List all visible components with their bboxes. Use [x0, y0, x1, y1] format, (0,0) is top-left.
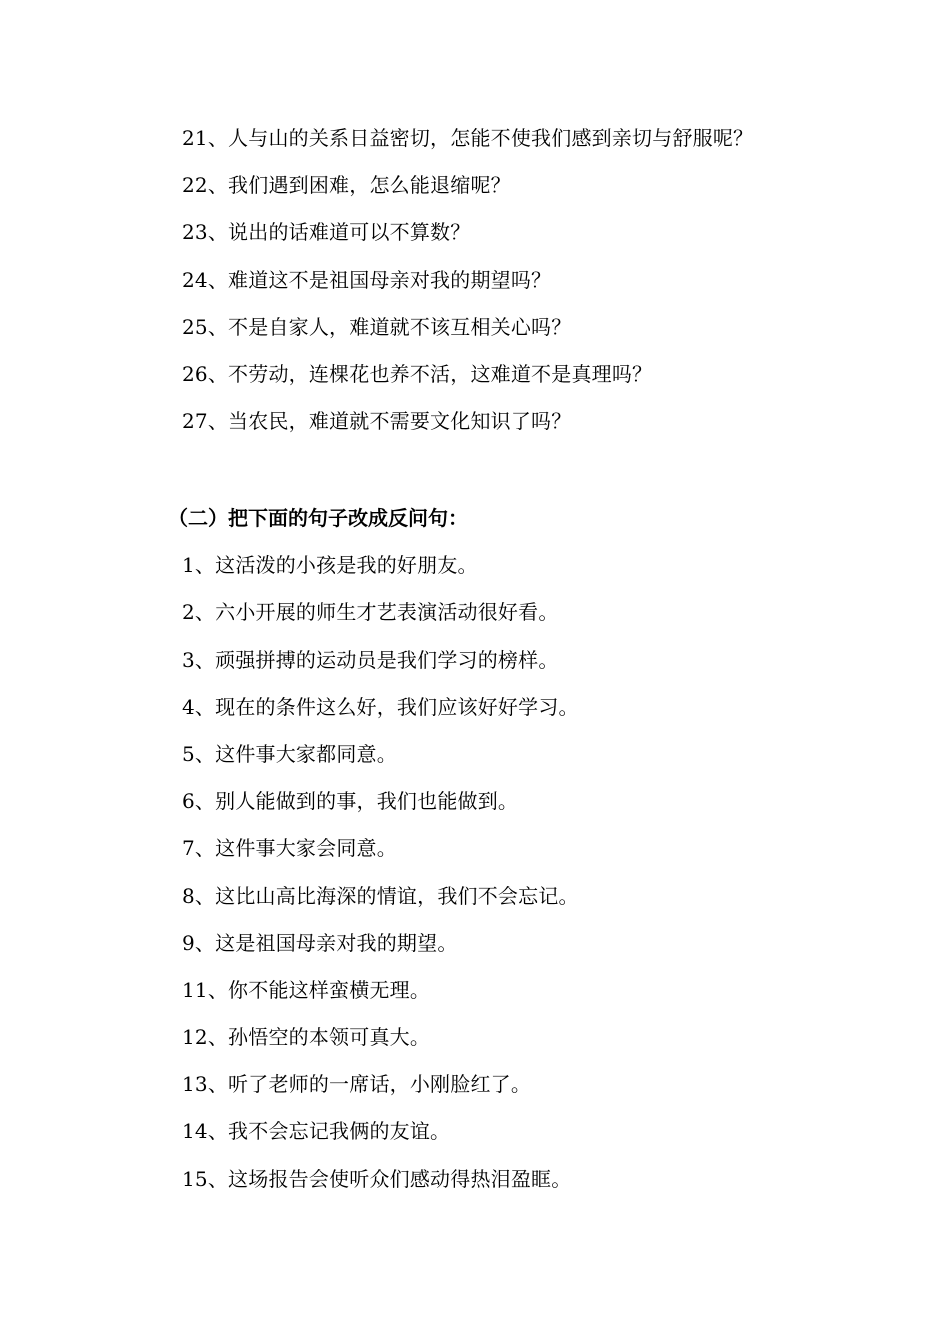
list-item: 14、我不会忘记我俩的友谊。	[182, 1119, 451, 1144]
list-item: 9、这是祖国母亲对我的期望。	[182, 930, 458, 955]
list-item: 26、不劳动，连棵花也养不活，这难道不是真理吗？	[182, 361, 653, 386]
list-item: 15、这场报告会使听众们感动得热泪盈眶。	[182, 1166, 572, 1191]
section-heading: （二）把下面的句子改成反问句：	[168, 506, 468, 530]
list-item: 4、现在的条件这么好，我们应该好好学习。	[182, 694, 579, 719]
exercise-section	[168, 498, 882, 1206]
list-item: 25、不是自家人，难道就不该互相关心吗？	[182, 314, 572, 339]
list-item: 2、六小开展的师生才艺表演活动很好看。	[182, 600, 559, 625]
question-list-rhetorical	[182, 118, 882, 448]
list-item: 27、当农民，难道就不需要文化知识了吗？	[182, 409, 572, 434]
list-item: 24、难道这不是祖国母亲对我的期望吗？	[182, 267, 552, 292]
list-item: 13、听了老师的一席话，小刚脸红了。	[182, 1072, 532, 1097]
list-item: 11、你不能这样蛮横无理。	[182, 977, 431, 1002]
list-item: 3、顽强拼搏的运动员是我们学习的榜样。	[182, 647, 559, 672]
list-item: 22、我们遇到困难，怎么能退缩呢？	[182, 173, 511, 198]
list-item: 21、人与山的关系日益密切，怎能不使我们感到亲切与舒服呢？	[182, 126, 754, 150]
list-item: 7、这件事大家会同意。	[182, 836, 397, 861]
list-item: 8、这比山高比海深的情谊，我们不会忘记。	[182, 883, 579, 908]
list-item: 5、这件事大家都同意。	[182, 741, 397, 766]
list-item: 23、说出的话难道可以不算数？	[182, 220, 471, 245]
list-item: 6、别人能做到的事，我们也能做到。	[182, 789, 519, 814]
list-item: 1、这活泼的小孩是我的好朋友。	[182, 553, 478, 578]
list-item: 12、孙悟空的本领可真大。	[182, 1025, 431, 1050]
